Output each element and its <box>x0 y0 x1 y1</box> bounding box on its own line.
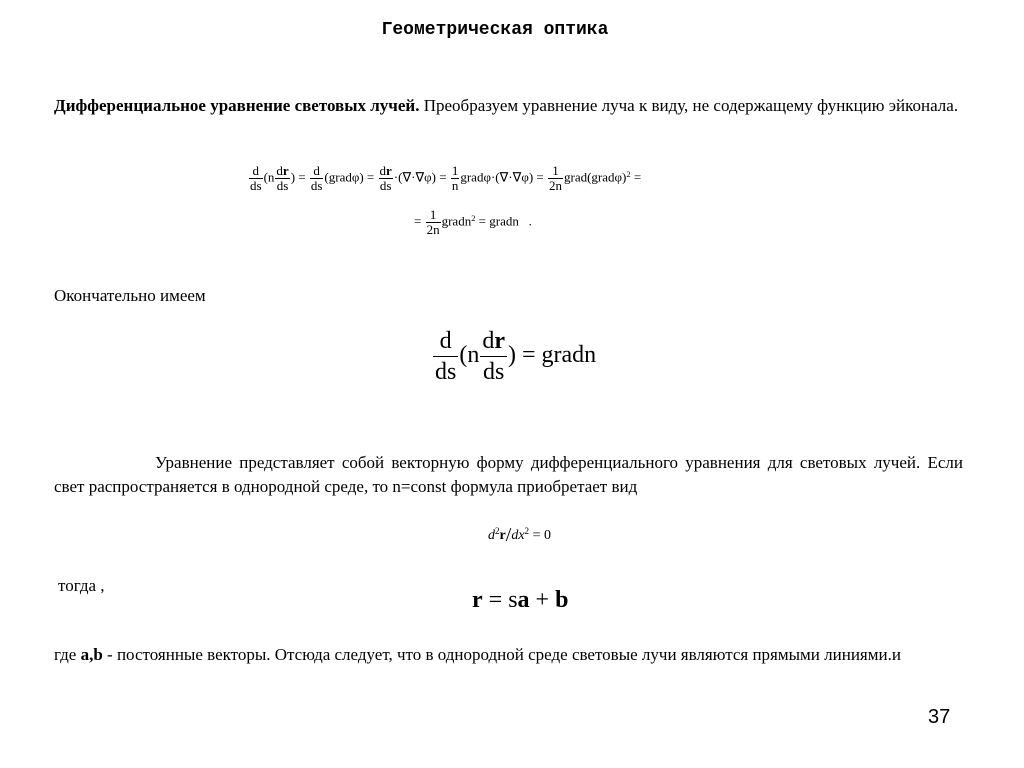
page-number: 37 <box>928 706 951 728</box>
equation-homogeneous-medium: $d^2r/dx^2 = 0$ <box>488 524 551 546</box>
page-title: Геометрическая оптика <box>381 20 609 40</box>
intro-paragraph <box>54 94 963 118</box>
equation-derivation-line-1: $\frac{d}{ds}$ (n $\frac{dr}{ds}$ ) = $\frac{d}{ds}$ (gradφ) = $\frac{dr}{ds}$ ·(∇·∇φ) = $\frac{1}{n}$ gradφ·(∇·∇φ) = $\frac{1}{2n}$ grad(gradφ)$^2$ = <box>250 163 642 193</box>
intro-heading: Дифференциальное уравнение световых лучей. <box>54 96 420 115</box>
equation-straight-line: r = sa + b <box>472 587 569 613</box>
equation-derivation-line-2: = $\frac{1}{2n}$ gradn$^2$ = gradn . <box>414 207 532 237</box>
intro-text: Преобразуем уравнение луча к виду, не содержащему функцию эйконала. <box>419 96 959 115</box>
equation-ray-differential: $\frac{d}{ds}$ (n $\frac{dr}{ds}$ ) = gradn <box>435 328 597 385</box>
then-text: тогда , <box>58 576 105 595</box>
conclusion-text: - постоянные векторы. Отсюда следует, что в однородной среде световые лучи являются прямыми линиями.и <box>102 645 901 664</box>
paragraph-vector-form: Уравнение представляет собой векторную форму дифференциального уравнения для световых лучей. Если свет распространяется в однородной среде, то n=const формула приобретает вид <box>54 453 963 496</box>
conclusion-prefix: где <box>54 645 81 664</box>
conclusion-paragraph <box>54 643 963 667</box>
finally-text: Окончательно имеем <box>54 286 206 305</box>
conclusion-vectors: a,b <box>80 645 103 664</box>
